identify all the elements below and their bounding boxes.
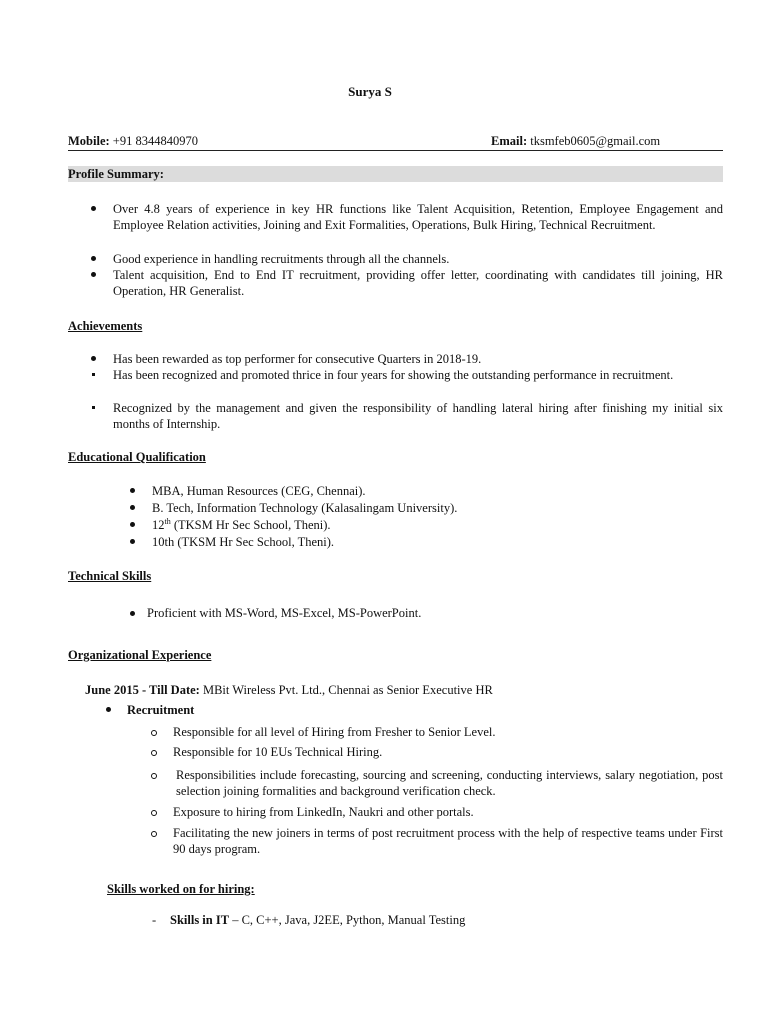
mobile-block	[68, 133, 198, 149]
dash-marker: -	[152, 913, 157, 927]
list-item-text: B. Tech, Information Technology (Kalasalingam University).	[152, 501, 458, 515]
bullet-dot-icon	[130, 539, 135, 544]
list-item-text: Exposure to hiring from LinkedIn, Naukri and other portals.	[173, 805, 474, 819]
list-item-text: Responsible for 10 EUs Technical Hiring.	[173, 745, 383, 759]
list-item-text: Responsible for all level of Hiring from Fresher to Senior Level.	[173, 725, 496, 739]
experience-employer: MBit Wireless Pvt. Ltd., Chennai as Senior Executive HR	[199, 683, 493, 697]
list-item	[147, 605, 707, 622]
bullet-circle-icon	[151, 831, 157, 837]
experience-list	[173, 724, 723, 861]
bullet-circle-icon	[151, 730, 157, 736]
technical-skills-list	[147, 605, 707, 622]
bullet-dot-icon	[91, 206, 96, 211]
list-item	[113, 267, 723, 299]
list-item	[152, 483, 712, 500]
list-item-text: Good experience in handling recruitments through all the channels.	[113, 252, 450, 266]
email-value: tksmfeb0605@gmail.com	[530, 134, 661, 148]
list-item-text: Has been recognized and promoted thrice in four years for showing the outstanding performance in recruitment.	[113, 368, 674, 382]
mobile-label: Mobile:	[68, 134, 110, 148]
list-item-text: 10th (TKSM Hr Sec School, Theni).	[152, 535, 335, 549]
list-item	[173, 804, 723, 825]
education-heading: Educational Qualification	[68, 450, 206, 464]
experience-period: June 2015 - Till Date:	[85, 683, 200, 697]
bullet-square-icon	[92, 406, 95, 409]
list-item-number: 12	[152, 518, 165, 532]
list-item	[173, 744, 723, 767]
list-item	[113, 201, 723, 251]
list-item-text: MBA, Human Resources (CEG, Chennai).	[152, 484, 366, 498]
bullet-dot-icon	[106, 707, 111, 712]
skills-hiring-heading: Skills worked on for hiring:	[107, 882, 255, 896]
bullet-dot-icon	[130, 505, 135, 510]
list-item-text: Proficient with MS-Word, MS-Excel, MS-PowerPoint.	[147, 606, 422, 620]
bullet-dot-icon	[91, 272, 96, 277]
achievements-heading: Achievements	[68, 319, 143, 333]
skills-it-label: Skills in IT	[170, 913, 230, 927]
list-item-text: Responsibilities include forecasting, sourcing and screening, conducting interviews, salary negotiation, post selection joining formalities and background verification check.	[176, 768, 723, 798]
list-item-text: Has been rewarded as top performer for consecutive Quarters in 2018-19.	[113, 352, 482, 366]
experience-heading: Organizational Experience	[68, 648, 212, 662]
education-list	[152, 483, 712, 551]
bullet-circle-icon	[151, 750, 157, 756]
bullet-dot-icon	[91, 256, 96, 261]
skills-it-line	[152, 912, 465, 928]
bullet-dot-icon	[130, 611, 135, 616]
list-item	[152, 517, 712, 534]
bullet-dot-icon	[130, 522, 135, 527]
bullet-circle-icon	[151, 773, 157, 779]
list-item-text: Recognized by the management and given the responsibility of handling lateral hiring after finishing my initial six months of Internship.	[113, 401, 723, 431]
email-block	[491, 133, 723, 149]
bullet-circle-icon	[151, 810, 157, 816]
list-item	[113, 400, 723, 432]
list-item-text: Over 4.8 years of experience in key HR functions like Talent Acquisition, Retention, Employee Engagement and Employee Relation activities, Joining and Exit Formalities, Operations, Bulk Hiring, Technical Recruitment.	[113, 202, 723, 232]
candidate-name: Surya S	[348, 84, 392, 99]
achievements-list	[113, 351, 723, 432]
bullet-square-icon	[92, 373, 95, 376]
contact-row	[68, 133, 723, 151]
list-item	[152, 534, 712, 551]
bullet-dot-icon	[91, 356, 96, 361]
list-item	[113, 251, 723, 267]
list-item	[173, 825, 723, 861]
list-item-text: (TKSM Hr Sec School, Theni).	[173, 518, 331, 532]
list-item	[173, 724, 723, 744]
experience-line	[85, 682, 493, 698]
list-item	[173, 767, 723, 804]
profile-summary-heading: Profile Summary:	[68, 166, 723, 182]
list-item-text: Talent acquisition, End to End IT recruitment, providing offer letter, coordinating with candidates till joining, HR Operation, HR Generalist.	[113, 268, 723, 298]
bullet-dot-icon	[130, 488, 135, 493]
list-item	[152, 500, 712, 517]
list-item	[113, 351, 723, 367]
mobile-value: +91 8344840970	[112, 134, 198, 148]
skills-it-value: – C, C++, Java, J2EE, Python, Manual Testing	[229, 913, 466, 927]
list-item	[113, 367, 723, 400]
email-label: Email:	[491, 134, 528, 148]
technical-skills-heading: Technical Skills	[68, 569, 152, 583]
list-item-superscript: th	[164, 516, 171, 526]
role-heading: Recruitment	[127, 703, 195, 717]
list-item-text: Facilitating the new joiners in terms of post recruitment process with the help of respective teams under First 90 days program.	[173, 826, 723, 856]
profile-summary-list	[113, 201, 723, 299]
